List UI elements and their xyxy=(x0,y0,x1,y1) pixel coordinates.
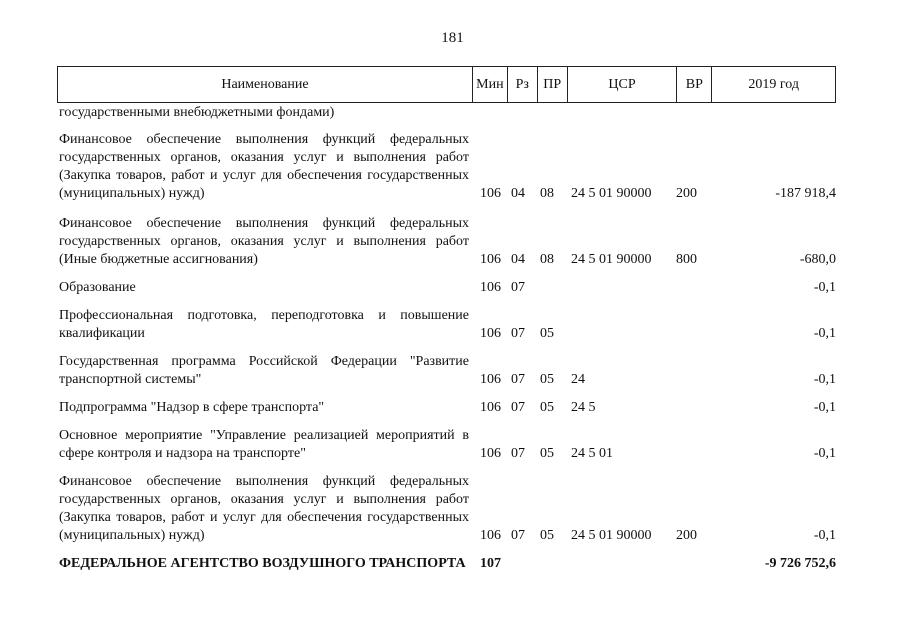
table-row xyxy=(59,104,836,122)
row-name: Основное мероприятие "Управление реализацией мероприятий в сфере контроля и надзора на транспорте" xyxy=(59,428,469,461)
header-pr: ПР xyxy=(538,67,568,102)
row-csr: 24 5 01 90000 xyxy=(571,252,652,267)
table-row xyxy=(59,279,836,297)
header-vr: ВР xyxy=(677,67,712,102)
row-min: 106 xyxy=(480,528,501,543)
row-amount: -0,1 xyxy=(813,280,836,295)
row-name: Образование xyxy=(59,280,136,295)
row-vr: 800 xyxy=(676,252,697,267)
row-min: 106 xyxy=(480,400,501,415)
header-year: 2019 год xyxy=(748,76,799,92)
row-min: 106 xyxy=(480,252,501,267)
row-amount: -680,0 xyxy=(799,252,836,267)
row-vr: 200 xyxy=(676,528,697,543)
row-min: 106 xyxy=(480,186,501,201)
row-amount: -9 726 752,6 xyxy=(764,556,836,571)
row-pr: 05 xyxy=(540,528,554,543)
row-min: 106 xyxy=(480,280,501,295)
row-csr: 24 5 01 90000 xyxy=(571,186,652,201)
table-row xyxy=(59,473,836,545)
header-rz: Рз xyxy=(508,67,538,102)
row-name: Финансовое обеспечение выполнения функций федеральных государственных органов, оказания услуг и выполнения работ (Иные бюджетные ассигнования) xyxy=(59,216,469,267)
row-amount: -0,1 xyxy=(813,326,836,341)
page-number: 181 xyxy=(441,30,464,46)
row-csr: 24 5 01 90000 xyxy=(571,528,652,543)
table-body xyxy=(59,104,836,573)
row-rz: 07 xyxy=(511,446,525,461)
row-name: Финансовое обеспечение выполнения функций федеральных государственных органов, оказания услуг и выполнения работ (Закупка товаров, работ и услуг для обеспечения государственных (муниципальных) нужд) xyxy=(59,474,469,543)
row-name: Государственная программа Российской Федерации "Развитие транспортной системы" xyxy=(59,354,469,387)
row-name: Финансовое обеспечение выполнения функций федеральных государственных органов, оказания услуг и выполнения работ (Закупка товаров, работ и услуг для обеспечения государственных (муниципальных) нужд) xyxy=(59,132,469,201)
table-row xyxy=(59,215,836,269)
table-row xyxy=(59,427,836,463)
table-row-agency-total xyxy=(59,555,836,573)
row-amount: -0,1 xyxy=(813,400,836,415)
row-vr: 200 xyxy=(676,186,697,201)
row-min: 107 xyxy=(480,556,501,571)
row-rz: 07 xyxy=(511,372,525,387)
header-min: Мин xyxy=(473,67,508,102)
row-amount: -0,1 xyxy=(813,372,836,387)
table-row xyxy=(59,353,836,389)
table-row xyxy=(59,131,836,203)
row-rz: 07 xyxy=(511,326,525,341)
row-min: 106 xyxy=(480,446,501,461)
row-amount: -0,1 xyxy=(813,446,836,461)
table-row xyxy=(59,307,836,343)
row-pr: 05 xyxy=(540,326,554,341)
table-row xyxy=(59,399,836,417)
row-amount: -0,1 xyxy=(813,528,836,543)
row-amount: -187 918,4 xyxy=(775,186,836,201)
row-pr: 08 xyxy=(540,252,554,267)
row-rz: 07 xyxy=(511,400,525,415)
row-pr: 08 xyxy=(540,186,554,201)
row-rz: 07 xyxy=(511,528,525,543)
row-name: Профессиональная подготовка, переподготовка и повышение квалификации xyxy=(59,308,469,341)
row-name: Подпрограмма "Надзор в сфере транспорта" xyxy=(59,400,325,415)
row-pr: 05 xyxy=(540,400,554,415)
row-rz: 07 xyxy=(511,280,525,295)
row-pr: 05 xyxy=(540,372,554,387)
table-header xyxy=(57,66,836,103)
row-rz: 04 xyxy=(511,252,525,267)
row-min: 106 xyxy=(480,372,501,387)
header-name: Наименование xyxy=(58,67,473,102)
row-name: ФЕДЕРАЛЬНОЕ АГЕНТСТВО ВОЗДУШНОГО ТРАНСПОРТА xyxy=(59,556,466,571)
row-pr: 05 xyxy=(540,446,554,461)
row-rz: 04 xyxy=(511,186,525,201)
row-csr: 24 5 xyxy=(571,400,596,415)
row-min: 106 xyxy=(480,326,501,341)
row-csr: 24 xyxy=(571,372,585,387)
row-name: государственными внебюджетными фондами) xyxy=(59,105,335,120)
row-csr: 24 5 01 xyxy=(571,446,613,461)
header-csr: ЦСР xyxy=(568,67,678,102)
